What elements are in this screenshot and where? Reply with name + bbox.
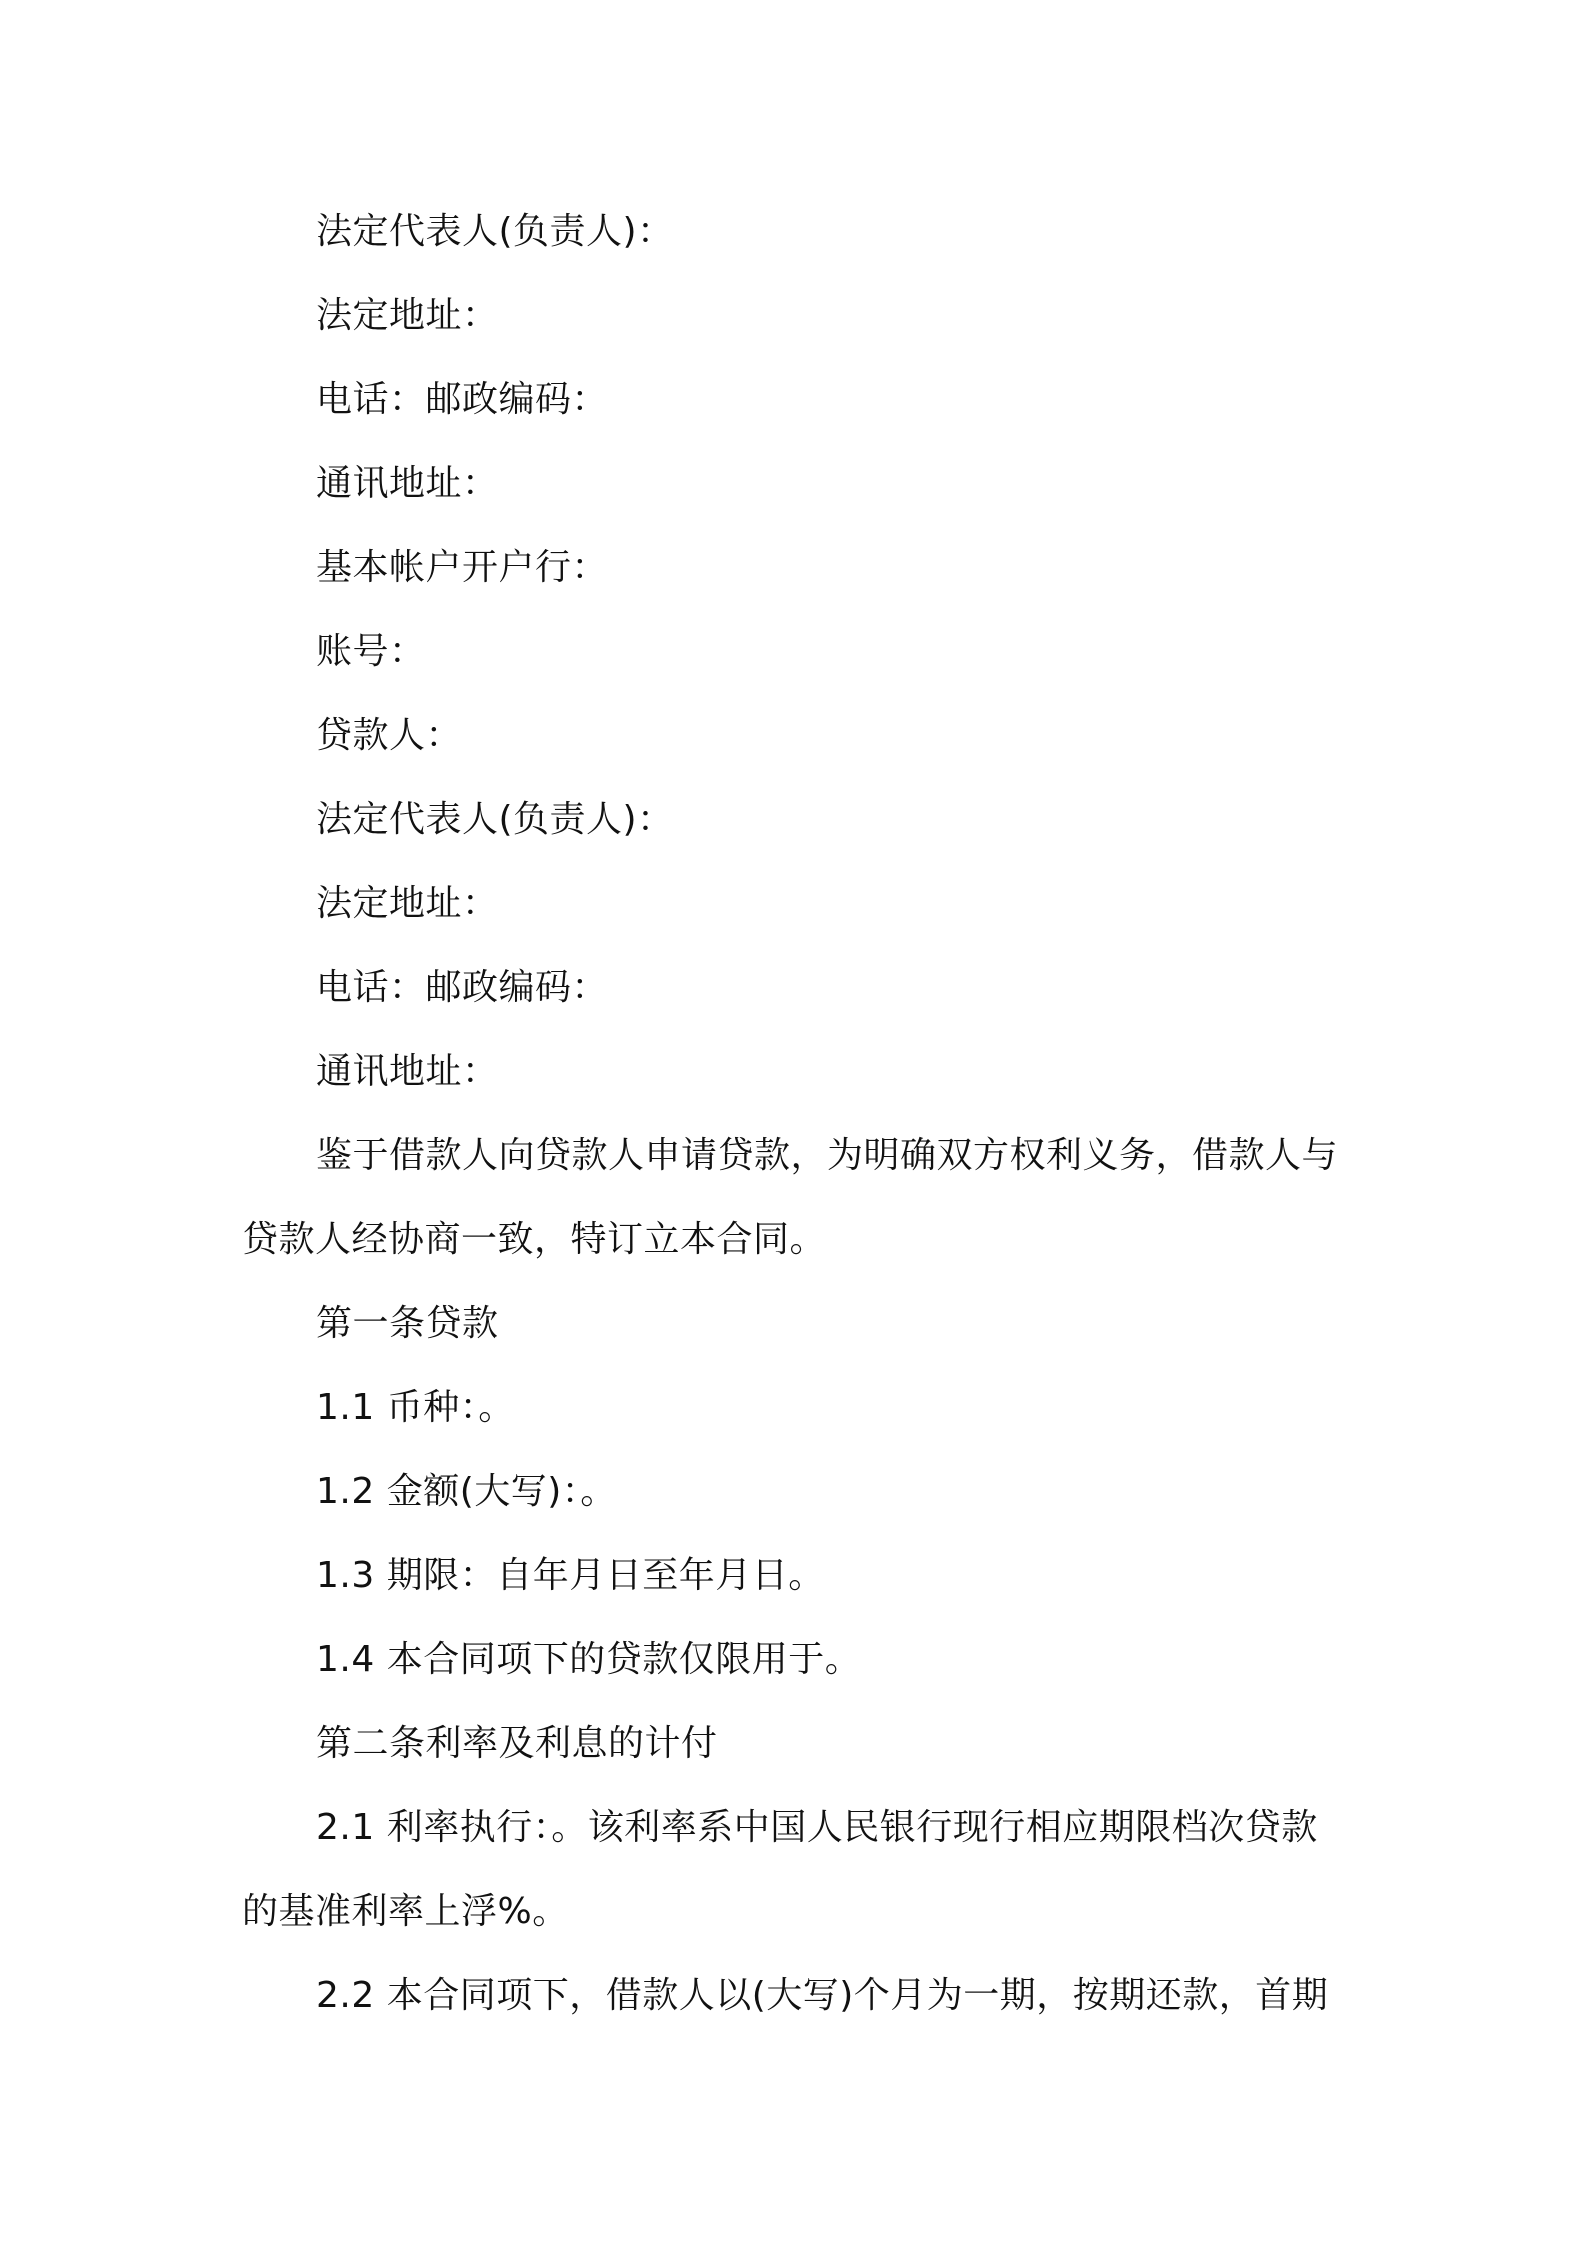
clause-1-2: 1.2 金额(大写)：。	[316, 1471, 617, 1512]
clause-1-1: 1.1 币种：。	[316, 1387, 515, 1428]
field-lender-phone-postcode: 电话：邮政编码：	[316, 967, 609, 1008]
clause-2-2: 2.2 本合同项下，借款人以(大写)个月为一期，按期还款，首期	[316, 1975, 1329, 2016]
clause-1-4: 1.4 本合同项下的贷款仅限用于。	[316, 1639, 862, 1680]
field-lender-legal-representative: 法定代表人(负责人)：	[316, 799, 674, 840]
field-lender: 贷款人：	[316, 715, 463, 756]
preamble-paragraph: 鉴于借款人向贷款人申请贷款，为明确双方权利义务，借款人与贷款人经协商一致，特订立本合同。	[242, 1135, 1339, 1260]
clause-2-1: 2.1 利率执行：。该利率系中国人民银行现行相应期限档次贷款的基准利率上浮%。	[242, 1807, 1318, 1932]
field-lender-legal-address: 法定地址：	[316, 883, 499, 924]
field-phone-postcode: 电话：邮政编码：	[316, 379, 609, 420]
clause-1-3: 1.3 期限：自年月日至年月日。	[316, 1555, 825, 1596]
field-lender-mailing-address: 通讯地址：	[316, 1051, 499, 1092]
document-body	[242, 190, 1352, 2038]
article-1-heading: 第一条贷款	[316, 1303, 499, 1344]
field-basic-account-bank: 基本帐户开户行：	[316, 547, 609, 588]
article-2-heading: 第二条利率及利息的计付	[316, 1723, 718, 1764]
field-mailing-address: 通讯地址：	[316, 463, 499, 504]
field-legal-representative: 法定代表人(负责人)：	[316, 211, 674, 252]
field-legal-address: 法定地址：	[316, 295, 499, 336]
field-account-number: 账号：	[316, 631, 426, 672]
